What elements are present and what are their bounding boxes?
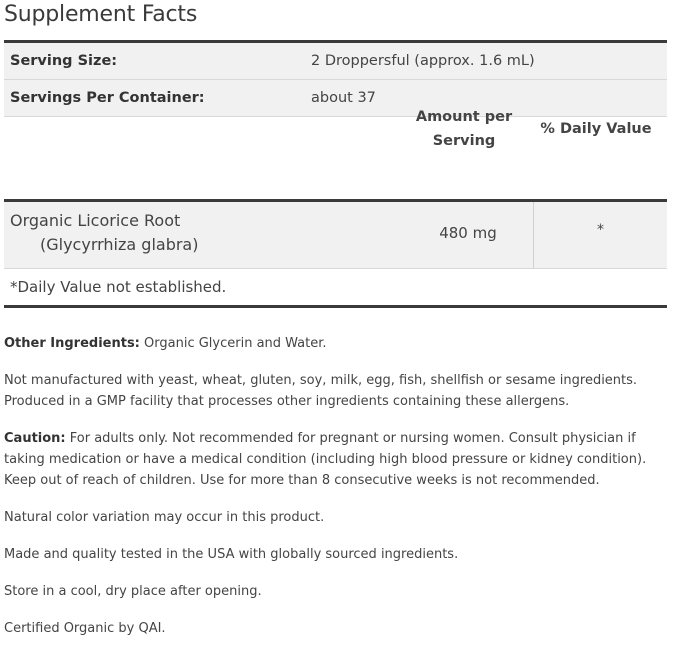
servings-per-container-value: about 37 — [311, 90, 376, 106]
storage-note: Store in a cool, dry place after opening. — [4, 584, 262, 599]
servings-per-container-row — [4, 80, 667, 117]
ingredient-daily-value: * — [597, 222, 604, 238]
caution-statement — [4, 428, 664, 491]
certification-note: Certified Organic by QAI. — [4, 621, 166, 636]
amount-header-line2: Serving — [432, 133, 496, 149]
supplement-facts-table — [4, 40, 667, 308]
amount-per-serving-header — [412, 105, 516, 153]
other-ingredients — [4, 333, 664, 354]
serving-size-row — [4, 43, 667, 80]
ingredient-row — [4, 202, 667, 269]
serving-size-label: Serving Size: — [10, 53, 118, 69]
caution-text: For adults only. Not recommended for pregnant or nursing women. Consult physician if taking medication or have a medical condition (including high blood pressure or kidney condition). Keep out of reach of children. Use for more than 8 consecutive weeks is not recommended. — [4, 431, 647, 488]
caution-label: Caution: — [4, 431, 66, 446]
ingredient-latin-name: (Glycyrrhiza glabra) — [40, 235, 199, 254]
serving-size-value: 2 Droppersful (approx. 1.6 mL) — [311, 53, 535, 69]
color-variation-note: Natural color variation may occur in this product. — [4, 510, 325, 525]
daily-value-footnote: *Daily Value not established. — [10, 278, 227, 296]
made-in-usa-note: Made and quality tested in the USA with globally sourced ingredients. — [4, 547, 459, 562]
page-title: Supplement Facts — [4, 2, 198, 27]
amount-header-line1: Amount per — [415, 109, 513, 125]
allergen-statement — [4, 370, 664, 412]
servings-per-container-label: Servings Per Container: — [10, 90, 205, 106]
allergen-line-1: Not manufactured with yeast, wheat, gluten, soy, milk, egg, fish, shellfish or sesame ingredients. — [4, 373, 638, 388]
ingredient-amount: 480 mg — [439, 224, 497, 242]
label-notes — [4, 333, 664, 655]
other-ingredients-text: Organic Glycerin and Water. — [139, 336, 327, 351]
allergen-line-2: Produced in a GMP facility that processes other ingredients containing these allergens. — [4, 394, 570, 409]
other-ingredients-label: Other Ingredients: — [4, 336, 140, 351]
ingredient-daily-value-cell — [533, 202, 667, 268]
daily-value-header: % Daily Value — [540, 121, 652, 137]
bottom-rule — [4, 305, 667, 308]
ingredient-common-name: Organic Licorice Root — [10, 211, 181, 230]
footnote-row — [4, 269, 667, 305]
ingredient-name — [10, 209, 198, 257]
